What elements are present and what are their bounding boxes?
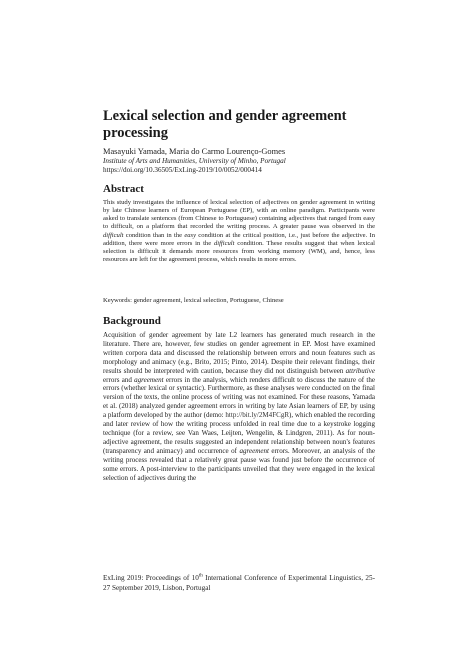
abstract-emphasis: easy [184,231,197,239]
background-emphasis: attributive [345,366,375,375]
background-text-part: errors and [103,375,135,384]
background-heading: Background [103,315,161,327]
background-emphasis: agreement [239,446,269,455]
background-text-part: Acquisition of gender agreement by late L2 learners has generated much research in the literature. There are, however, few studies on gender agreement in EP. Most have examined written corpora data and discussed the relationship between errors and noun features such as morphology and animacy (e.g., Brito, 2015; Pinto, 2014). Despite their relevant findings, their results should be interpreted with caution, because they did not distinguish between [103,331,375,375]
background-text-part: errors. Moreover, an analysis of the writing process revealed that a relatively great pause was found just before the occurrence of some errors. A post-interview to the participants unveiled that they were engaged in the lexical selection of adjectives during the [103,446,375,482]
author-list: Masayuki Yamada, Maria do Carmo Lourenço-Gomes [103,147,286,156]
affiliation: Institute of Arts and Humanities, University of Minho, Portugal [103,157,286,165]
demo-link[interactable]: http://bit.ly/2M4FCgR [225,411,290,420]
abstract-text-part: condition. These results suggest that when lexical selection is difficult it demands more resources from working memory (WM), and, hence, less resources are left for the agreement process, which results in more errors. [103,239,375,264]
background-text-part: errors in the analysis, which renders difficult to discuss the nature of the errors (whether lexical or syntactic). Furthermore, as these analyses were conducted on the final version of the texts, the online process of writing was not examined. For these reasons, Yamada et al. (2018) analyzed gender agreement errors in writing by late Asian learners of EP, by using a platform developed by the author (demo: [103,375,375,420]
abstract-heading: Abstract [103,183,144,195]
footer-text-part: International Conference of Experimental Linguistics, 25-27 September 2019, Lisbon, Portugal [103,574,375,592]
background-emphasis: agreement [134,375,164,384]
proceedings-footer [103,574,375,593]
footer-superscript: th [198,573,203,579]
abstract-text-part: condition than in the [123,231,185,239]
abstract-text-part: condition at the critical position, i.e., just before the adjective. In addition, there were more errors in the [103,231,375,247]
abstract-text [103,199,375,264]
background-text-part: ), which enabled the recording and later review of how the writing process unfolded in real time due to a keystroke logging technique (for a review, see Van Waes, Leijten, Wengelin, & Lindgren, 2011). As for noun-adjective agreement, the results suggested an independent relationship between noun's features (transparency and animacy) and occurrence of [103,411,375,455]
keywords: Keywords: gender agreement, lexical selection, Portuguese, Chinese [103,297,284,304]
abstract-emphasis: difficult [213,239,235,247]
abstract-emphasis: difficult [103,231,124,239]
doi-link[interactable]: https://doi.org/10.36505/ExLing-2019/10/0052/000414 [103,166,262,174]
footer-text-part: ExLing 2019: Proceedings of 10 [103,574,199,582]
abstract-text-part: This study investigates the influence of lexical selection of adjectives on gender agreement in writing by late Chinese learners of European Portuguese (EP), with an online paradigm. Participants were asked to translate sentences (from Chinese to Portuguese) containing adjectives that ranged from easy to difficult, on a platform that recorded the writing process. A greater pause was observed in the [103,199,375,231]
paper-title: Lexical selection and gender agreement processing [103,108,347,141]
background-text [103,331,375,482]
